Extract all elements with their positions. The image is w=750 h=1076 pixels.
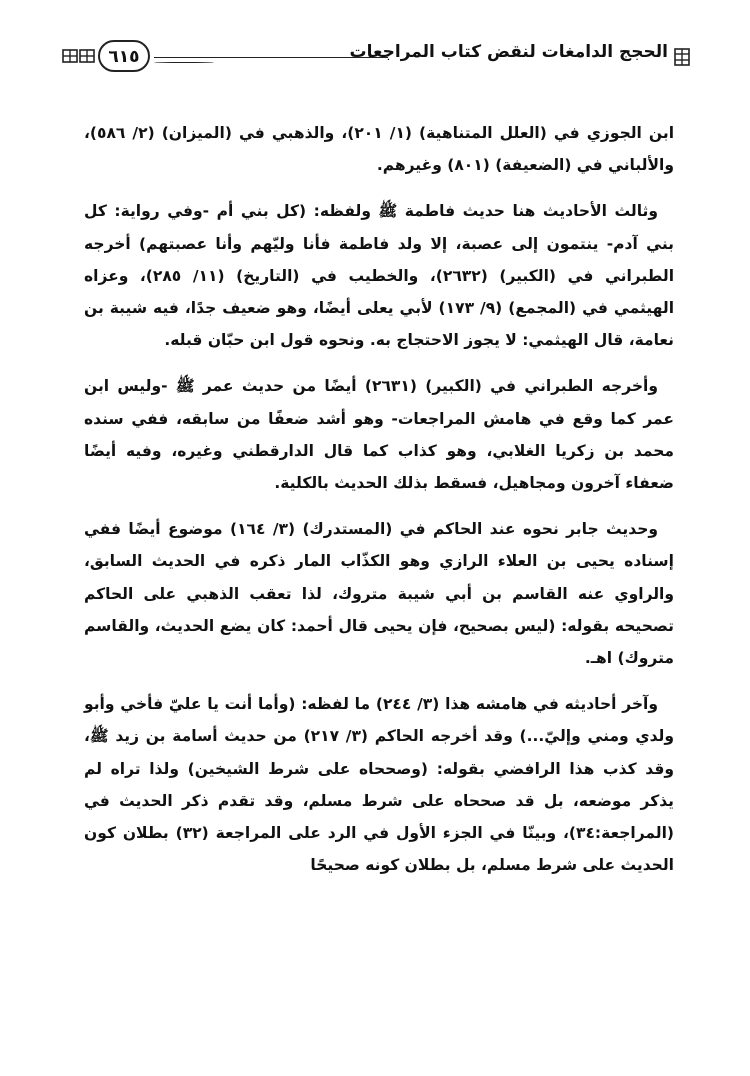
ornament-icon [674,48,690,66]
running-header [58,38,690,78]
page-body [84,117,674,895]
book-title: الحجج الدامغات لنقض كتاب المراجعات [349,42,668,62]
paragraph: وأخرجه الطبراني في (الكبير) (٢٦٣١) أيضًا من حديث عمر ﷺ -وليس ابن عمر كما وقع في هامش المراجعات- وهو أشد ضعفًا من سابقه، ففي سنده محمد بن زكريا الغلابي، وهو كذاب كما قال الدارقطني وغيره، وفيه أيضًا ضعفاء آخرون ومجاهيل، فسقط بذلك الحديث بالكلية. [84,377,674,493]
ornament-icon [62,48,96,64]
header-rule [154,57,388,58]
paragraph: وثالث الأحاديث هنا حديث فاطمة ﷺ ولفظه: (كل بني أم -وفي رواية: كل بني آدم- ينتمون إلى عصبة، إلا ولد فاطمة فأنا وليّهم وأنا عصبتهم) أخرجه الطبراني في (الكبير) (٢٦٣٢)، والخطيب في (التاريخ) (١١/ ٢٨٥)، وعزاه الهيثمي في (المجمع) (٩/ ١٧٣) لأبي يعلى أيضًا، وهو ضعيف جدًا، فيه شيبة بن نعامة، قال الهيثمي: لا يجوز الاحتجاج به. ونحوه قول ابن حبّان قبله. [84,202,675,350]
paragraph: وآخر أحاديثه في هامشه هذا (٣/ ٢٤٤) ما لفظه: (وأما أنت يا عليّ فأخي وأبو ولدي ومني وإليّ...) وقد أخرجه الحاكم (٣/ ٢١٧) من حديث أسامة بن زيد ﷺ، وقد كذب هذا الرافضي بقوله: (وصححاه على شرط الشيخين) ولذا تراه لم يذكر موضعه، بل قد صححاه على شرط مسلم، وقد تقدم ذكر الحديث في (المراجعة:٣٤)، وبينّا في الجزء الأول في الرد على المراجعة (٣٢) بطلان كون الحديث على شرط مسلم، بل بطلان كونه صحيحًا [84,695,674,875]
page-number: ٦١٥ [98,40,150,72]
paragraph: ابن الجوزي في (العلل المتناهية) (١/ ٢٠١)، والذهبي في (الميزان) (٢/ ٥٨٦)، والألباني في (الضعيفة) (٨٠١) وغيرهم. [84,124,675,175]
paragraph: وحديث جابر نحوه عند الحاكم في (المستدرك) (٣/ ١٦٤) موضوع أيضًا ففي إسناده يحيى بن العلاء الرازي وهو الكذّاب المار ذكره في الحديث السابق، والراوي عنه القاسم بن أبي شيبة متروك، لذا تعقب الذهبي على الحاكم تصحيحه بقوله: (ليس بصحيح، فإن يحيى قال أحمد: كان يضع الحديث، والقاسم متروك) اهـ. [84,520,674,668]
